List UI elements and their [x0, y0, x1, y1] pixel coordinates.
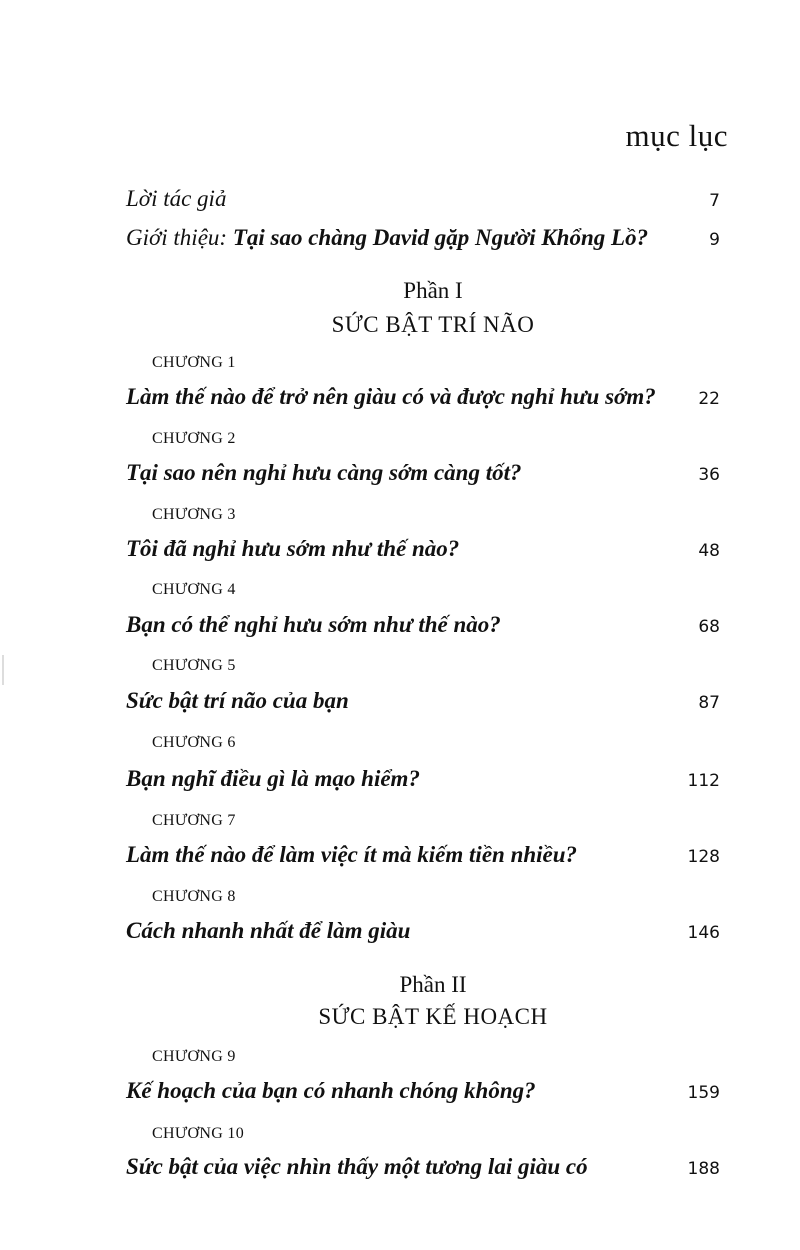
entry-title: Cách nhanh nhất để làm giàu: [126, 918, 411, 943]
chapter-label: CHƯƠNG 8: [152, 888, 236, 905]
toc-entry-chapter-7[interactable]: [126, 842, 720, 868]
entry-title-prefix: Giới thiệu:: [126, 225, 233, 250]
entry-page-number: 112: [687, 771, 720, 791]
toc-entry-chapter-5[interactable]: [126, 688, 720, 714]
part-title: SỨC BẬT KẾ HOẠCH: [318, 1004, 548, 1029]
entry-title: Kế hoạch của bạn có nhanh chóng không?: [126, 1078, 536, 1103]
entry-title: Lời tác giả: [126, 186, 227, 211]
entry-title: Sức bật của việc nhìn thấy một tương lai giàu có: [126, 1154, 588, 1179]
entry-title: Làm thế nào để trở nên giàu có và được nghỉ hưu sớm?: [126, 384, 656, 409]
entry-page-number: 9: [709, 230, 720, 250]
entry-page-number: 146: [687, 923, 720, 943]
entry-title: Tôi đã nghỉ hưu sớm như thế nào?: [126, 536, 460, 561]
toc-entry-chapter-4[interactable]: [126, 612, 720, 638]
chapter-label: CHƯƠNG 6: [152, 734, 236, 751]
toc-entry-chapter-6[interactable]: [126, 766, 720, 792]
entry-title-main: Tại sao chàng David gặp Người Khổng Lồ?: [232, 225, 649, 250]
entry-page-number: 68: [698, 617, 720, 637]
chapter-label: CHƯƠNG 9: [152, 1048, 236, 1065]
chapter-label: CHƯƠNG 5: [152, 657, 236, 674]
toc-entry-chapter-2[interactable]: [126, 460, 720, 486]
chapter-label: CHƯƠNG 3: [152, 506, 236, 523]
entry-title: [126, 225, 648, 251]
toc-entry-chapter-10[interactable]: [126, 1154, 720, 1180]
entry-title: Tại sao nên nghỉ hưu càng sớm càng tốt?: [126, 460, 522, 485]
toc-entry-introduction[interactable]: [126, 225, 720, 251]
part-title: SỨC BẬT TRÍ NÃO: [331, 312, 535, 337]
entry-title: Làm thế nào để làm việc ít mà kiếm tiền nhiều?: [126, 842, 578, 867]
entry-title: Sức bật trí não của bạn: [126, 688, 349, 713]
chapter-label: CHƯƠNG 10: [152, 1125, 245, 1142]
entry-page-number: 87: [698, 693, 720, 713]
chapter-label: CHƯƠNG 7: [152, 812, 236, 829]
toc-entry-chapter-3[interactable]: [126, 536, 720, 562]
entry-page-number: 159: [687, 1083, 720, 1103]
toc-entry-author-note[interactable]: [126, 186, 720, 212]
chapter-label: CHƯƠNG 2: [152, 430, 236, 447]
part-label: Phần I: [403, 278, 463, 303]
toc-entry-chapter-8[interactable]: [126, 918, 720, 944]
entry-page-number: 128: [687, 847, 720, 867]
entry-title: Bạn nghĩ điều gì là mạo hiểm?: [126, 766, 420, 791]
part-label: Phần II: [399, 972, 467, 997]
toc-heading: mục lục: [625, 118, 728, 153]
entry-title: Bạn có thể nghỉ hưu sớm như thế nào?: [126, 612, 501, 637]
toc-entry-chapter-1[interactable]: [126, 384, 720, 410]
chapter-label: CHƯƠNG 1: [152, 354, 236, 371]
entry-page-number: 7: [709, 191, 720, 211]
entry-page-number: 22: [698, 389, 720, 409]
entry-page-number: 188: [687, 1159, 720, 1179]
toc-entry-chapter-9[interactable]: [126, 1078, 720, 1104]
entry-page-number: 48: [698, 541, 720, 561]
entry-page-number: 36: [698, 465, 720, 485]
page-edge-mark: [2, 655, 4, 685]
chapter-label: CHƯƠNG 4: [152, 581, 236, 598]
